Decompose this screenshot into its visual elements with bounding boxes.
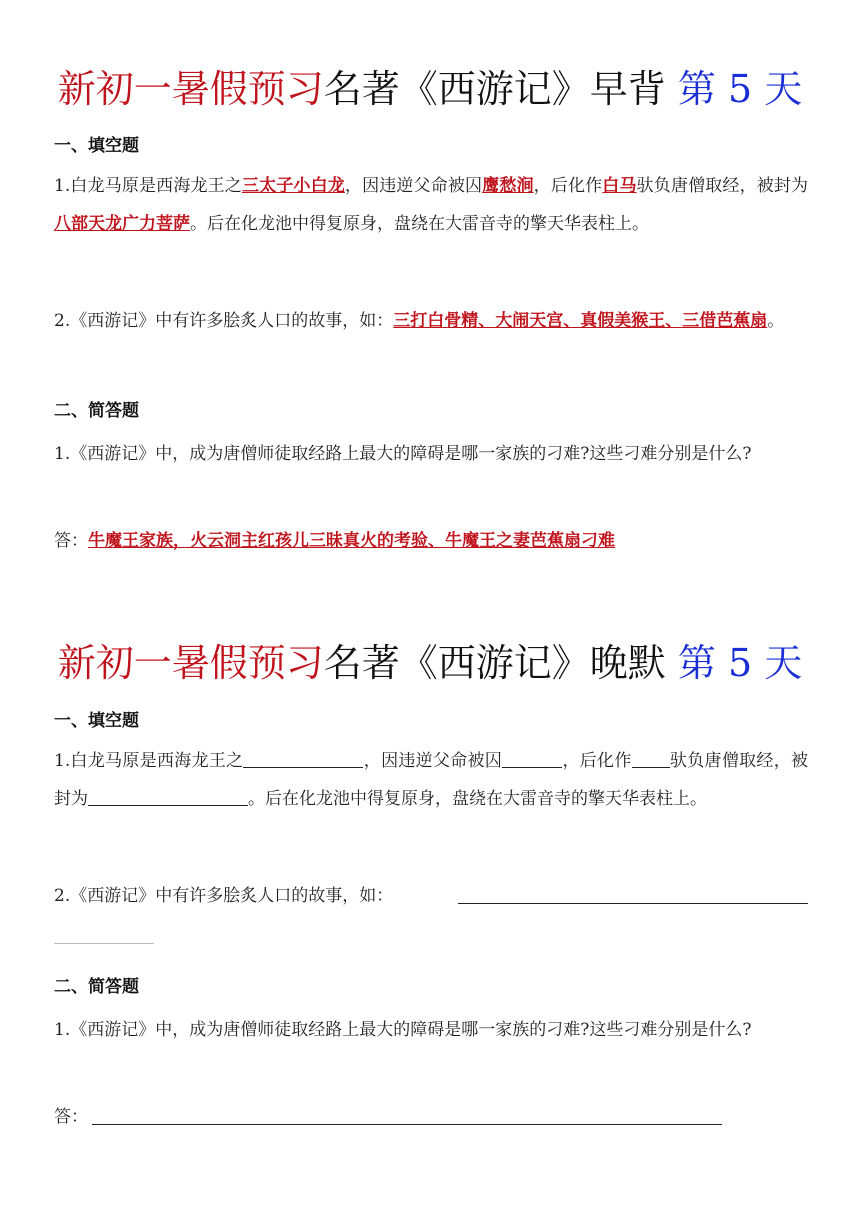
blank-stories-line-1[interactable] <box>458 903 808 904</box>
morning-section-short-heading: 二、简答题 <box>54 401 139 421</box>
evening-answer-label: 答： <box>54 1107 88 1127</box>
text: ，后化作 <box>562 751 632 771</box>
text: ，因违逆父命被囚 <box>363 751 503 771</box>
morning-question-3: 1.《西游记》中，成为唐僧师徒取经路上最大的障碍是哪一家族的刁难?这些刁难分别是什么? <box>54 444 752 464</box>
morning-answer-3 <box>54 522 808 560</box>
evening-title <box>0 638 860 688</box>
text: 2.《西游记》中有许多脍炙人口的故事，如： <box>54 311 394 331</box>
blank-2[interactable] <box>502 747 562 768</box>
evening-section-short-heading: 二、简答题 <box>54 977 139 997</box>
answer-stories: 三打白骨精、大闹天宫、真假美猴王、三借芭蕉扇 <box>393 311 768 331</box>
text: 驮负唐僧取经，被封为 <box>636 176 809 196</box>
morning-title-day: 第 5 天 <box>677 67 803 111</box>
text: 。 <box>767 311 785 331</box>
text: ，因违逆父命被囚 <box>344 176 483 196</box>
evening-title-prefix: 新初一暑假预习 <box>57 641 324 685</box>
morning-title-main: 名著《西游记》早背 <box>323 67 666 111</box>
text: ，后化作 <box>533 176 603 196</box>
morning-section-fill-heading: 一、填空题 <box>54 136 139 156</box>
blank-stories-line-2[interactable] <box>54 943 154 944</box>
text: 2.《西游记》中有许多脍炙人口的故事，如： <box>54 886 394 906</box>
evening-question-1 <box>54 742 808 818</box>
evening-title-day: 第 5 天 <box>677 641 803 685</box>
answer-label: 答： <box>54 531 88 551</box>
answer-3: 白马 <box>602 176 637 196</box>
text: 1.白龙马原是西海龙王之 <box>54 751 244 771</box>
blank-4[interactable] <box>88 785 248 806</box>
answer-blank-line[interactable] <box>92 1124 722 1125</box>
text: 1.白龙马原是西海龙王之 <box>54 176 242 196</box>
morning-question-2 <box>54 302 808 340</box>
answer-4: 八部天龙广力菩萨 <box>54 214 190 234</box>
morning-question-1 <box>54 167 808 243</box>
morning-title <box>0 64 860 114</box>
answer-family: 牛魔王家族，火云洞主红孩儿三昧真火的考验、牛魔王之妻芭蕉扇刁难 <box>88 531 615 551</box>
morning-title-prefix: 新初一暑假预习 <box>57 67 324 111</box>
evening-question-3: 1.《西游记》中，成为唐僧师徒取经路上最大的障碍是哪一家族的刁难?这些刁难分别是什么? <box>54 1020 752 1040</box>
text: 。后在化龙池中得复原身，盘绕在大雷音寺的擎天华表柱上。 <box>248 789 707 809</box>
answer-1: 三太子小白龙 <box>241 176 345 196</box>
evening-title-main: 名著《西游记》晚默 <box>323 641 666 685</box>
blank-1[interactable] <box>243 747 363 768</box>
text: 。后在化龙池中得复原身，盘绕在大雷音寺的擎天华表柱上。 <box>190 214 649 234</box>
answer-2: 鹰愁涧 <box>482 176 534 196</box>
text: 驮负唐僧取经，被封为 <box>54 751 809 809</box>
evening-question-2 <box>54 877 808 915</box>
evening-section-fill-heading: 一、填空题 <box>54 711 139 731</box>
blank-3[interactable] <box>632 747 670 768</box>
